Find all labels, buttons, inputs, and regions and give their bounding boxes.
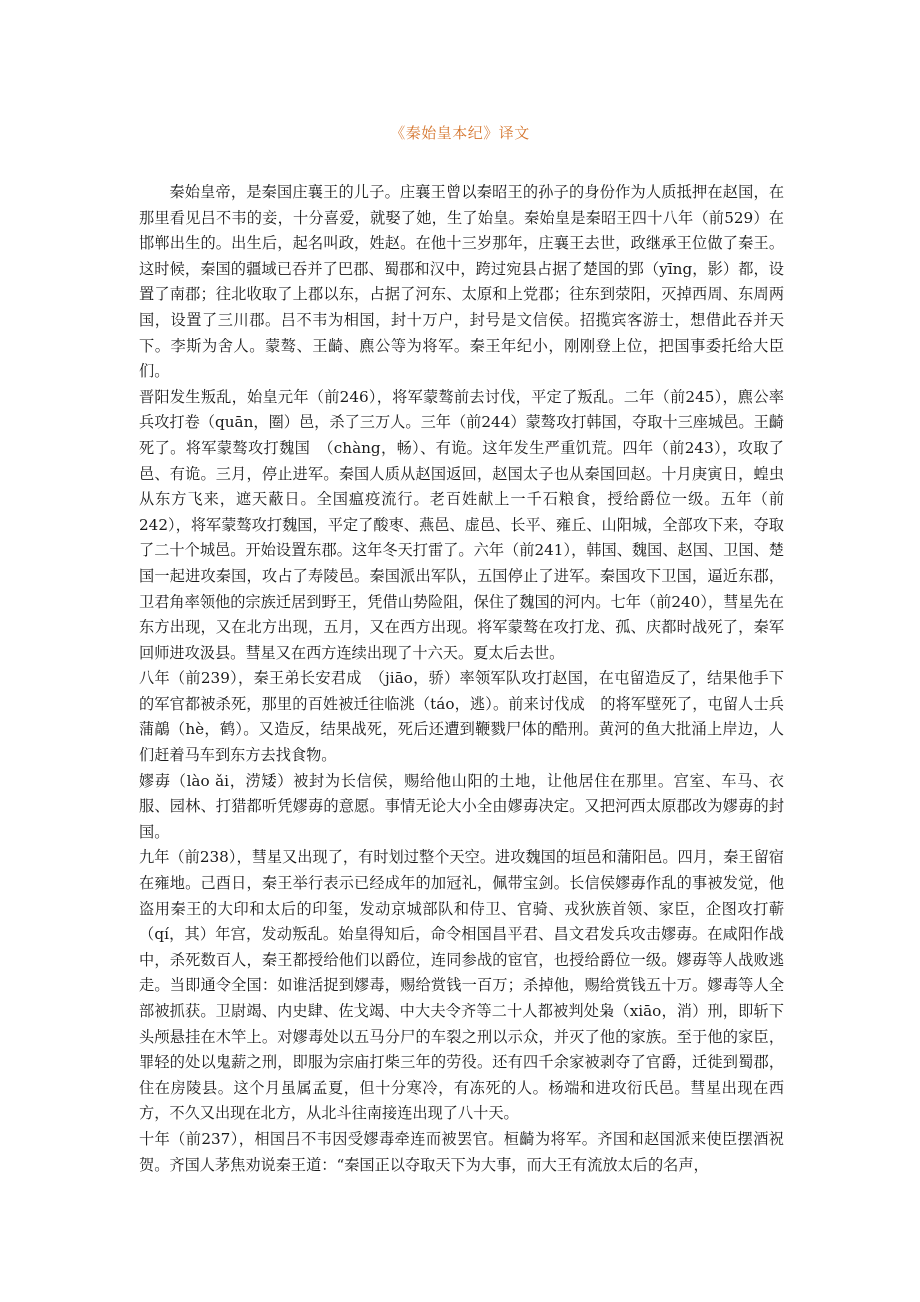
- paragraph-5: 九年（前238），彗星又出现了，有时划过整个天空。进攻魏国的垣邑和蒲阳邑。四月，秦王留宿在雍地。己酉日，秦王举行表示已经成年的加冠礼，佩带宝剑。长信侯嫪毐作乱的事被发觉，他盗用秦王的大印和太后的印玺，发动京城部队和侍卫、官骑、戎狄族首领、家臣，企图攻打蕲（qí，其）年宫，发动叛乱。始皇得知后，命令相国昌平君、昌文君发兵攻击嫪毐。在咸阳作战中，杀死数百人，秦王都授给他们以爵位，连同参战的宦官，也授给爵位一级。嫪毐等人战败逃走。当即通令全国：如谁活捉到嫪毒，赐给赏钱一百万；杀掉他，赐给赏钱五十万。嫪毒等人全部被抓获。卫尉竭、内史肆、佐戈竭、中大夫令齐等二十人都被判处枭（xiāo，消）刑，即斩下头颅悬挂在木竿上。对嫪毒处以五马分尸的车裂之刑以示众，并灭了他的家族。至于他的家臣，罪轻的处以鬼薪之刑，即服为宗庙打柴三年的劳役。还有四千余家被剥夺了官爵，迁徙到蜀郡，住在房陵县。这个月虽属孟夏，但十分寒冷，有冻死的人。杨端和进攻衍氏邑。彗星出现在西方，不久又出现在北方，从北斗往南接连出现了八十天。: [139, 848, 784, 1123]
- paragraph-6: 十年（前237），相国吕不韦因受嫪毒牵连而被罢官。桓齮为将军。齐国和赵国派来使臣摆酒祝贺。齐国人茅焦劝说秦王道：“秦国正以夺取天下为大事，而大王有流放太后的名声，: [139, 1129, 784, 1174]
- document-body: [139, 180, 800, 1178]
- paragraph-4: 嫪毐（lào ǎi，涝矮）被封为长信侯，赐给他山阳的土地，让他居住在那里。宫室、车马、衣服、园林、打猎都听凭嫪毐的意愿。事情无论大小全由嫪毐决定。又把河西太原郡改为嫪毐的封国。: [139, 771, 784, 841]
- paragraph-1: 秦始皇帝，是秦国庄襄王的儿子。庄襄王曾以秦昭王的孙子的身份作为人质抵押在赵国，在那里看见吕不韦的妾，十分喜爱，就娶了她，生了始皇。秦始皇是秦昭王四十八年（前529）在邯郸出生的。出生后，起名叫政，姓赵。在他十三岁那年，庄襄王去世，政继承王位做了秦王。这时候，秦国的疆域已吞并了巴郡、蜀郡和汉中，跨过宛县占据了楚国的郢（yīng，影）都，设置了南郡；往北收取了上郡以东，占据了河东、太原和上党郡；往东到荥阳，灭掉西周、东周两国，设置了三川郡。吕不韦为相国，封十万户，封号是文信侯。招揽宾客游士，想借此吞并天下。李斯为舍人。蒙骜、王齮、麃公等为将军。秦王年纪小，刚刚登上位，把国事委托给大臣们。: [139, 183, 784, 381]
- paragraph-2: 晋阳发生叛乱，始皇元年（前246），将军蒙骜前去讨伐，平定了叛乱。二年（前245），麃公率兵攻打卷（quān，圈）邑，杀了三万人。三年（前244）蒙骜攻打韩国，夺取十三座城邑。王齮死了。将军蒙骜攻打魏国 （chàng，畅）、有诡。这年发生严重饥荒。四年（前243），攻取了 邑、有诡。三月，停止进军。秦国人质从赵国返回，赵国太子也从秦国回赵。十月庚寅日，蝗虫从东方飞来，遮天蔽日。全国瘟疫流行。老百姓献上一千石粮食，授给爵位一级。五年（前242），将军蒙骜攻打魏国，平定了酸枣、燕邑、虚邑、长平、雍丘、山阳城，全部攻下来，夺取了二十个城邑。开始设置东郡。这年冬天打雷了。六年（前241），韩国、魏国、赵国、卫国、楚国一起进攻秦国，攻占了寿陵邑。秦国派出军队，五国停止了进军。秦国攻下卫国，逼近东郡，卫君角率领他的宗族迁居到野王，凭借山势险阻，保住了魏国的河内。七年（前240），彗星先在东方出现，又在北方出现，五月，又在西方出现。将军蒙骜在攻打龙、孤、庆都时战死了，秦军回师进攻汲县。彗星又在西方连续出现了十六天。夏太后去世。: [139, 387, 800, 662]
- paragraph-3: 八年（前239），秦王弟长安君成 （jiāo，骄）率领军队攻打赵国，在屯留造反了，结果他手下的军官都被杀死，那里的百姓被迁往临洮（táo，逃）。前来讨伐成 的将军壁死了，屯留人士兵蒲鶮（hè，鹤）。又造反，结果战死，死后还遭到鞭戮尸体的酷刑。黄河的鱼大批涌上岸边，人们赶着马车到东方去找食物。: [139, 669, 784, 765]
- document-title: 《秦始皇本纪》译文: [390, 124, 530, 142]
